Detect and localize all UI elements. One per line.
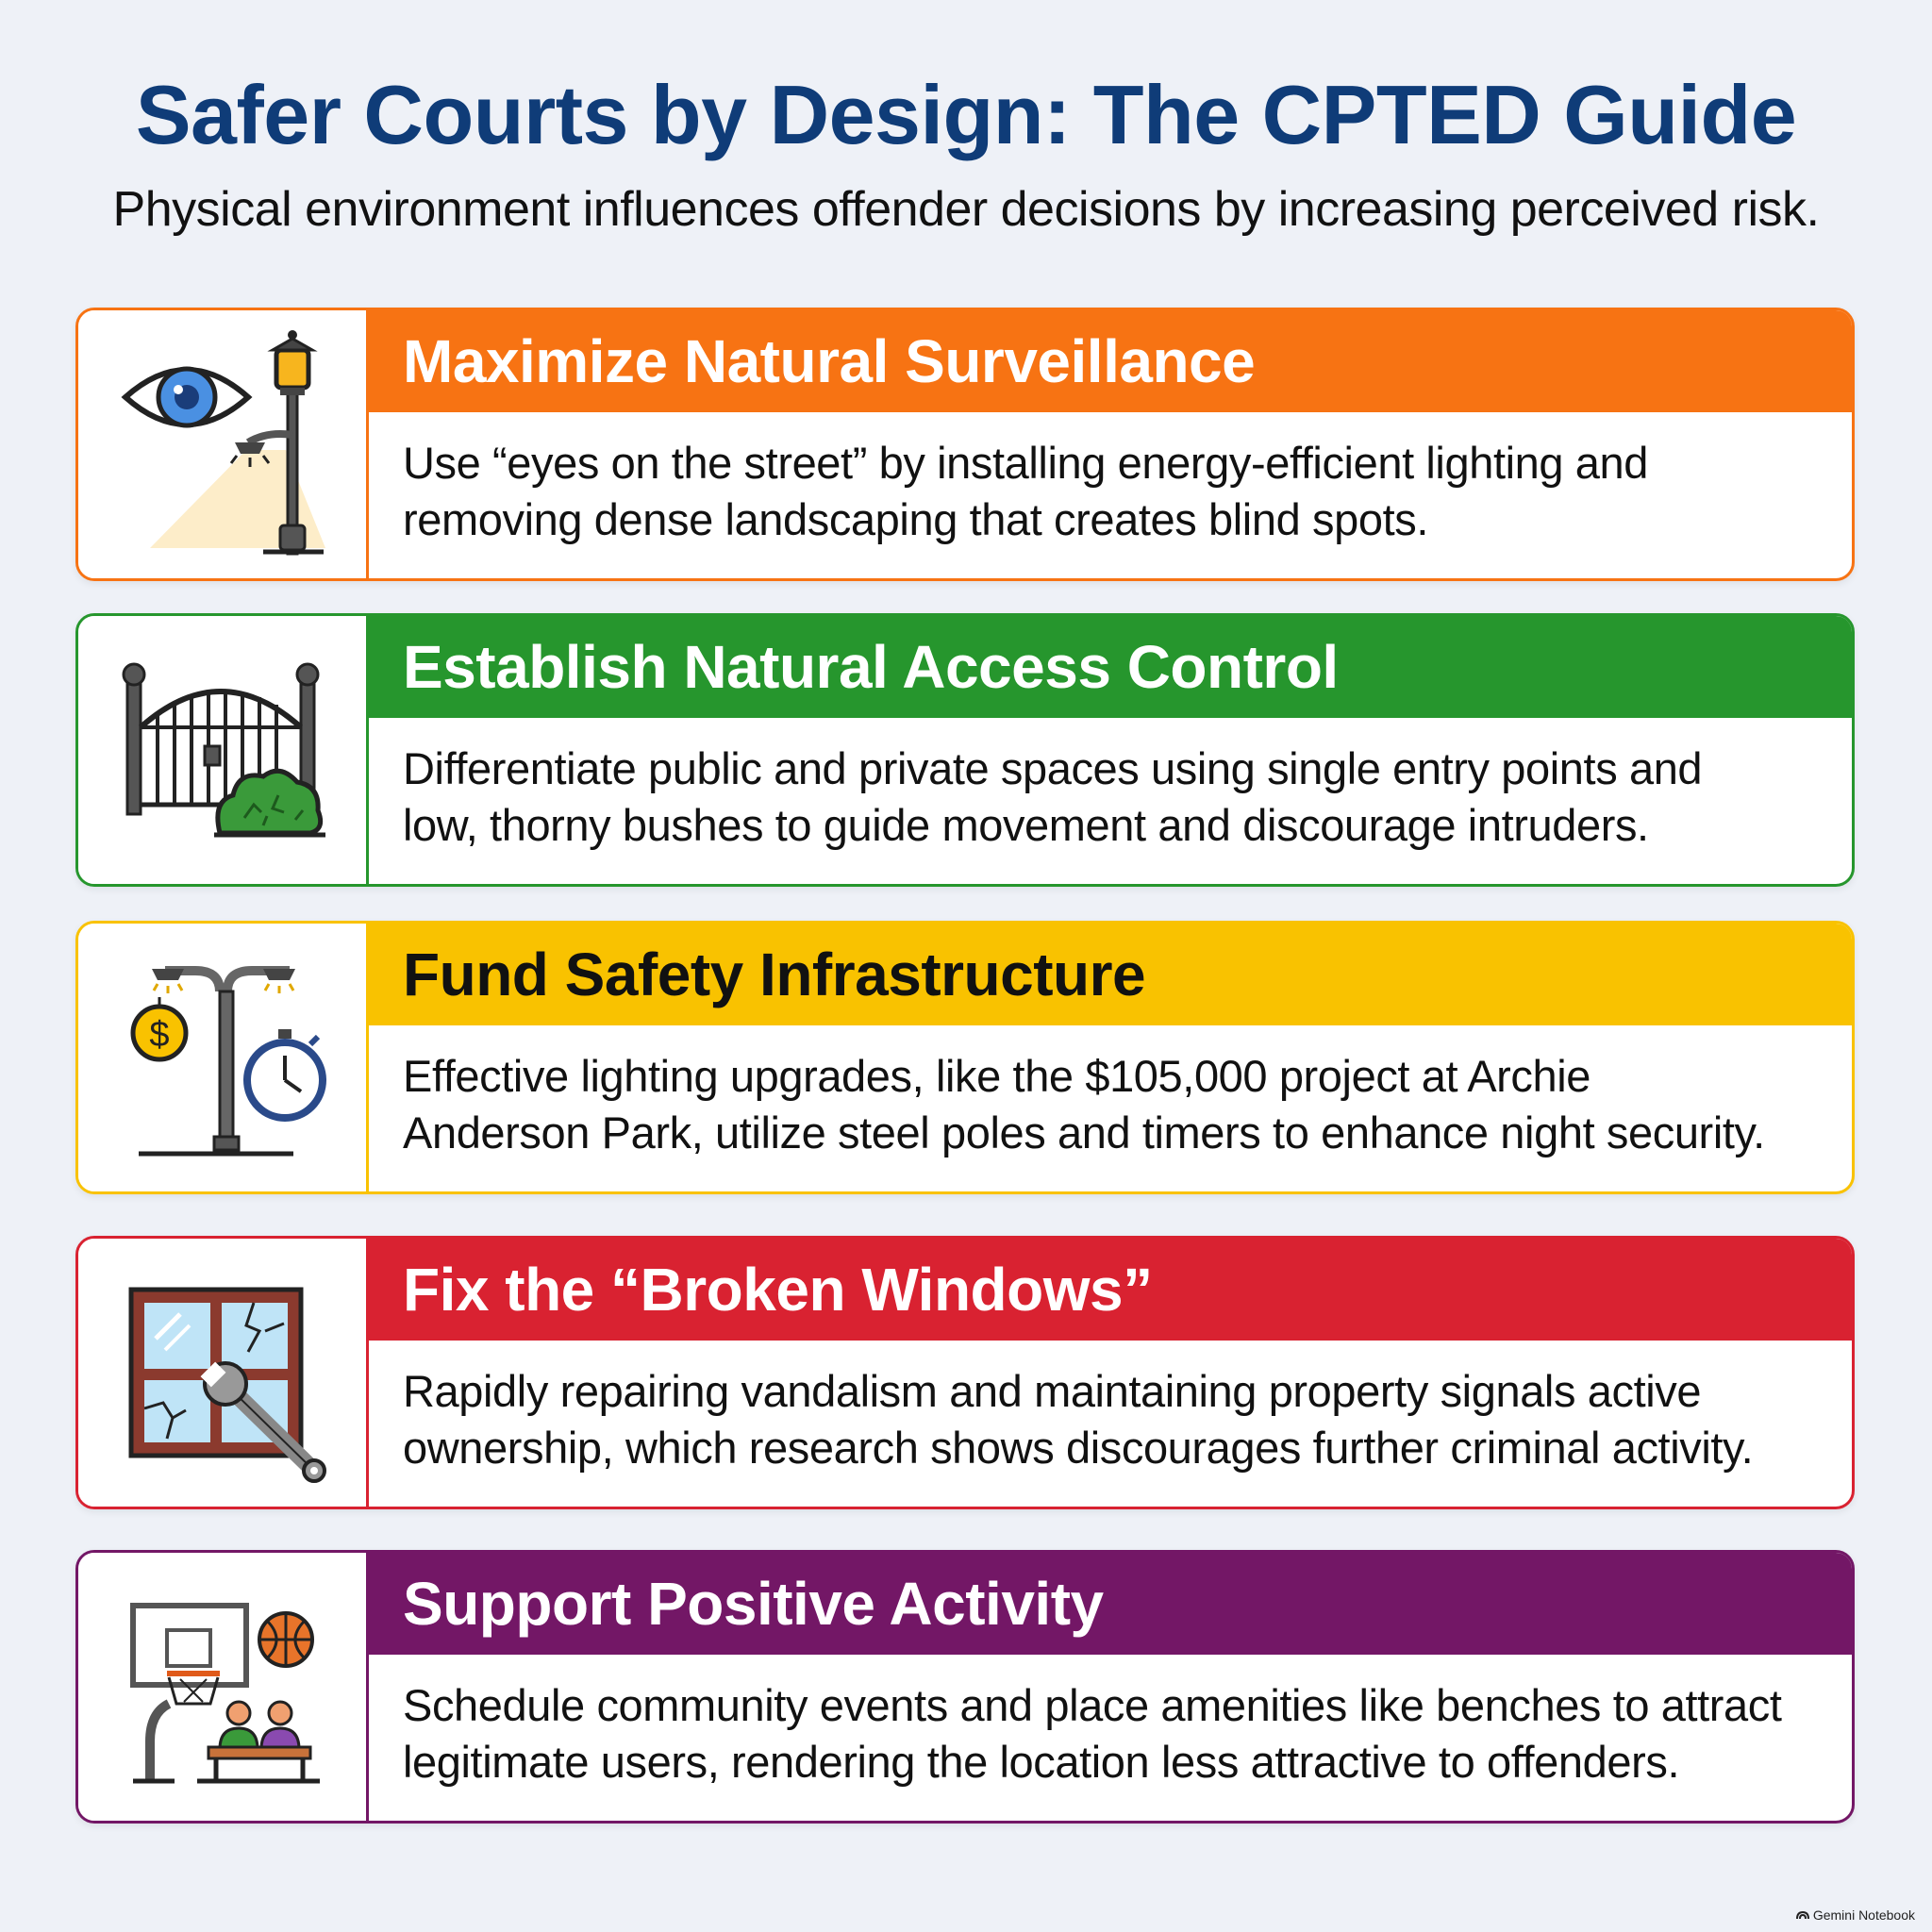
notebook-logo-icon <box>1796 1910 1809 1920</box>
card-description: Effective lighting upgrades, like the $105,000 project at Archie Anderson Park, utilize steel poles and timers to enhance night security. <box>403 1051 1765 1158</box>
card-description: Use “eyes on the street” by installing energy-efficient lighting and removing dense landscaping that creates blind spots. <box>403 438 1649 544</box>
card-positive-activity <box>75 1550 1855 1824</box>
gate-bush-icon <box>78 616 366 884</box>
card-heading: Fix the “Broken Windows” <box>369 1239 1852 1341</box>
broken-window-wrench-icon <box>78 1239 366 1507</box>
basketball-bench-icon <box>78 1553 366 1821</box>
card-heading: Support Positive Activity <box>369 1553 1852 1655</box>
card-safety-infrastructure <box>75 921 1855 1194</box>
footer-watermark <box>1796 1907 1915 1923</box>
card-heading: Establish Natural Access Control <box>369 616 1852 718</box>
card-heading: Fund Safety Infrastructure <box>369 924 1852 1025</box>
svg-text:$: $ <box>149 1015 170 1055</box>
streetlight-money-timer-icon <box>78 924 366 1191</box>
footer-label: Gemini Notebook <box>1812 1907 1915 1923</box>
page-title: Safer Courts by Design: The CPTED Guide <box>135 68 1797 161</box>
card-description: Rapidly repairing vandalism and maintaining property signals active ownership, which research shows discourages further criminal activity. <box>403 1366 1754 1473</box>
eye-streetlight-icon <box>78 310 366 578</box>
card-description: Schedule community events and place amenities like benches to attract legitimate users, rendering the location less attractive to offenders. <box>403 1680 1782 1787</box>
card-broken-windows <box>75 1236 1855 1509</box>
card-natural-surveillance <box>75 308 1855 581</box>
card-description: Differentiate public and private spaces using single entry points and low, thorny bushes to guide movement and discourage intruders. <box>403 743 1703 850</box>
card-heading: Maximize Natural Surveillance <box>369 310 1852 412</box>
card-access-control <box>75 613 1855 887</box>
page-subtitle: Physical environment influences offender decisions by increasing perceived risk. <box>112 182 1820 237</box>
